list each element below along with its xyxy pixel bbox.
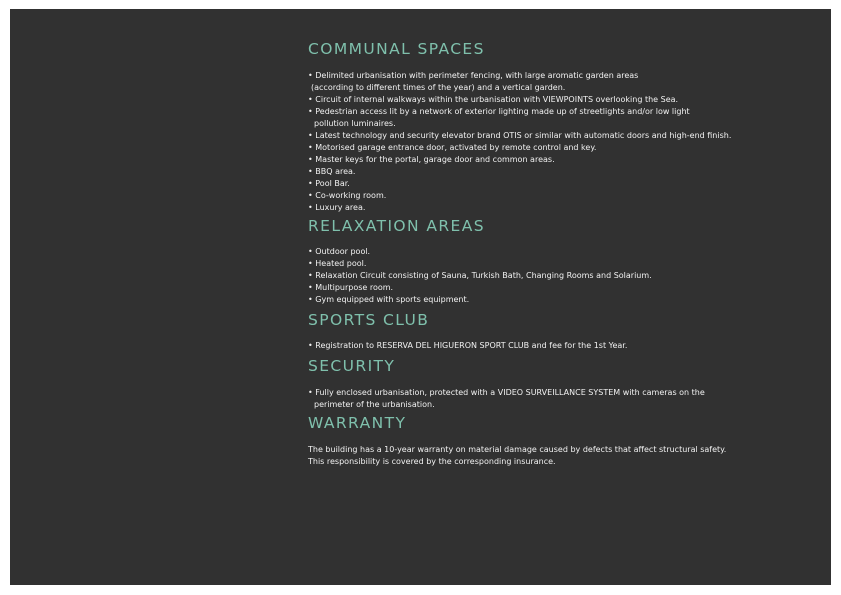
list-item: • Delimited urbanisation with perimeter fencing, with large aromatic garden areas (according to different times of the year) and a vertical garden.	[308, 71, 639, 92]
list-item: • Pedestrian access lit by a network of exterior lighting made up of streetlights and/or low light pollution luminaires.	[308, 107, 690, 128]
sports-club-heading: SPORTS CLUB	[308, 311, 430, 329]
list-item: • Motorised garage entrance door, activated by remote control and key.	[308, 143, 597, 152]
security-heading: SECURITY	[308, 357, 396, 375]
list-item: • Co-working room.	[308, 191, 387, 200]
list-item: • Circuit of internal walkways within the urbanisation with VIEWPOINTS overlooking the Sea.	[308, 95, 679, 104]
list-item: • Registration to RESERVA DEL HIGUERON SPORT CLUB and fee for the 1st Year.	[308, 341, 628, 350]
warranty-heading: WARRANTY	[308, 414, 407, 432]
communal-spaces-heading: COMMUNAL SPACES	[308, 40, 485, 58]
document-content	[308, 39, 778, 468]
document-page	[10, 9, 831, 585]
list-item: • Relaxation Circuit consisting of Sauna, Turkish Bath, Changing Rooms and Solarium.	[308, 271, 652, 280]
communal-spaces-list	[308, 70, 778, 214]
relaxation-areas-heading: RELAXATION AREAS	[308, 217, 485, 235]
list-item: • Heated pool.	[308, 259, 367, 268]
sports-club-list	[308, 340, 778, 352]
list-item: • Latest technology and security elevator brand OTIS or similar with automatic doors and high-end finish.	[308, 131, 732, 140]
list-item: • BBQ area.	[308, 167, 356, 176]
list-item: • Pool Bar.	[308, 179, 350, 188]
list-item: • Outdoor pool.	[308, 247, 371, 256]
list-item: • Fully enclosed urbanisation, protected with a VIDEO SURVEILLANCE SYSTEM with cameras on the perimeter of the urbanisation.	[308, 388, 705, 409]
list-item: • Master keys for the portal, garage door and common areas.	[308, 155, 555, 164]
list-item: • Multipurpose room.	[308, 283, 394, 292]
warranty-text-line: This responsibility is covered by the corresponding insurance.	[308, 457, 556, 466]
security-list	[308, 387, 778, 411]
warranty-text-line: The building has a 10-year warranty on material damage caused by defects that affect structural safety.	[308, 445, 727, 454]
relaxation-areas-list	[308, 246, 778, 306]
list-item: • Gym equipped with sports equipment.	[308, 295, 470, 304]
list-item: • Luxury area.	[308, 203, 366, 212]
warranty-text	[308, 444, 778, 468]
